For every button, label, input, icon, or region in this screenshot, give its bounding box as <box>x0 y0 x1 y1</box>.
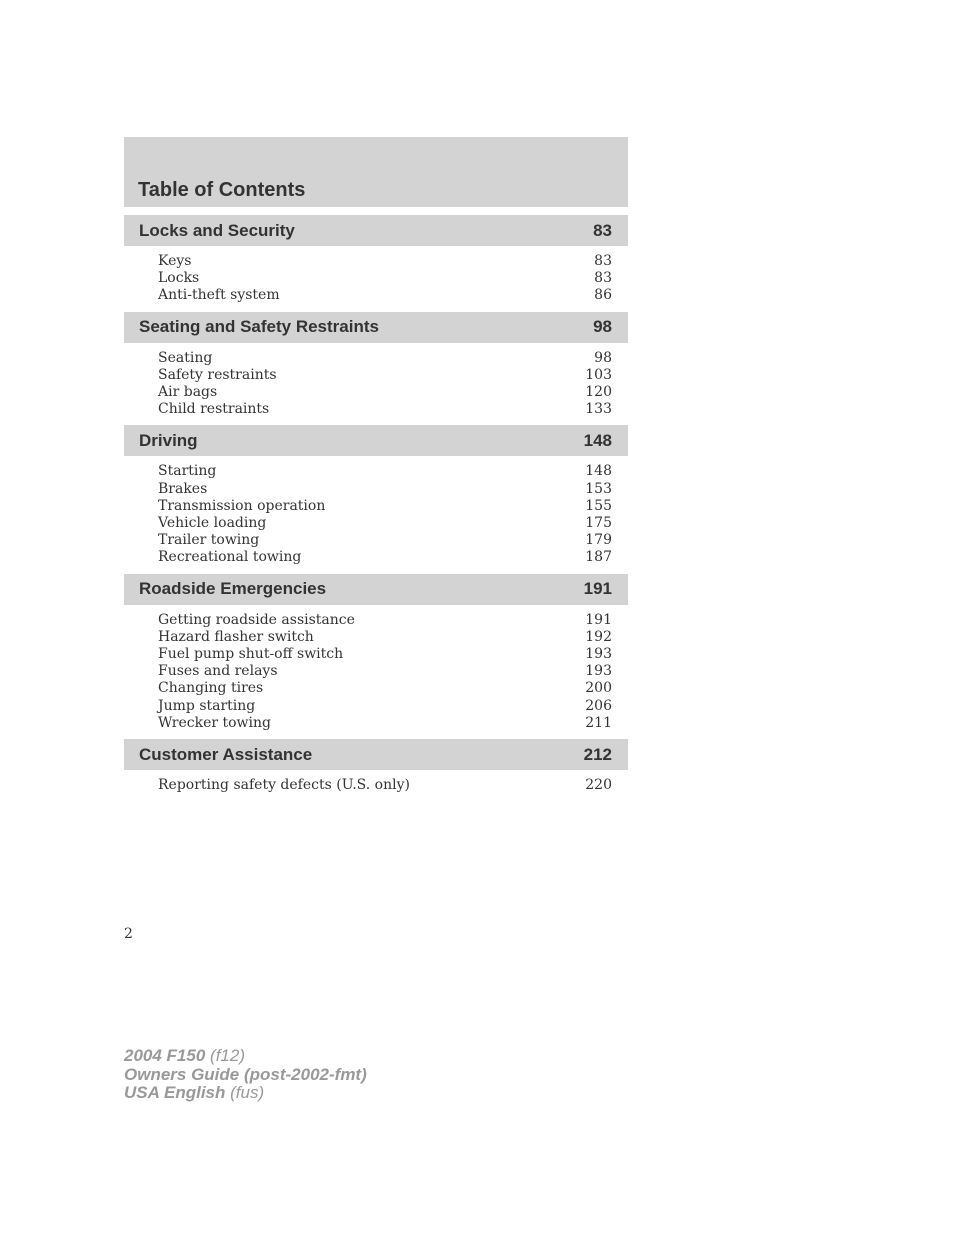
entry-label: Air bags <box>158 384 218 401</box>
toc-entry[interactable] <box>158 401 612 418</box>
entry-page: 83 <box>594 270 612 287</box>
entry-label: Transmission operation <box>158 497 326 514</box>
section-bar[interactable] <box>124 739 628 770</box>
toc-entry[interactable] <box>158 481 612 498</box>
entry-page: 175 <box>585 515 612 532</box>
section-page: 83 <box>593 220 612 240</box>
entry-page: 192 <box>585 628 612 645</box>
toc-entry[interactable] <box>158 680 612 697</box>
entry-page: 153 <box>585 480 612 497</box>
entry-page: 148 <box>585 463 612 480</box>
toc-entry[interactable] <box>158 646 612 663</box>
section-title: Driving <box>139 430 198 450</box>
toc-entry[interactable] <box>158 629 612 646</box>
entry-page: 133 <box>585 401 612 418</box>
section-title: Roadside Emergencies <box>139 579 327 599</box>
entry-label: Jump starting <box>158 697 256 714</box>
toc-section-locks-and-security <box>124 215 628 312</box>
entry-label: Child restraints <box>158 401 270 418</box>
entry-label: Fuses and relays <box>158 663 278 680</box>
footer-line-2 <box>124 1066 367 1085</box>
section-entries <box>124 343 628 426</box>
entry-label: Locks <box>158 270 200 287</box>
section-page: 98 <box>593 317 612 337</box>
toc-entry[interactable] <box>158 384 612 401</box>
entry-page: 193 <box>585 663 612 680</box>
entry-label: Hazard flasher switch <box>158 628 314 645</box>
entry-label: Recreational towing <box>158 549 302 566</box>
section-page: 191 <box>583 579 612 599</box>
entry-page: 187 <box>585 549 612 566</box>
section-page: 148 <box>583 430 612 450</box>
toc-entry[interactable] <box>158 532 612 549</box>
footer-line-1 <box>124 1047 367 1066</box>
entry-label: Seating <box>158 349 213 366</box>
toc-entry[interactable] <box>158 498 612 515</box>
section-entries <box>124 246 628 312</box>
toc-header <box>124 137 628 207</box>
footer-language: USA English <box>124 1083 226 1102</box>
toc-title: Table of Contents <box>138 179 306 201</box>
entry-label: Fuel pump shut-off switch <box>158 646 344 663</box>
section-bar[interactable] <box>124 574 628 605</box>
toc-entry[interactable] <box>158 287 612 304</box>
entry-page: 193 <box>585 646 612 663</box>
footer-model: 2004 F150 <box>124 1046 206 1065</box>
entry-label: Anti-theft system <box>158 287 280 304</box>
section-title: Customer Assistance <box>139 744 313 764</box>
toc-entry[interactable] <box>158 367 612 384</box>
footer-language-code: (fus) <box>230 1083 265 1102</box>
section-bar[interactable] <box>124 425 628 456</box>
toc-entry[interactable] <box>158 253 612 270</box>
section-bar[interactable] <box>124 312 628 343</box>
entry-page: 83 <box>594 253 612 269</box>
entry-page: 86 <box>594 287 612 304</box>
footer-line-3 <box>124 1084 367 1103</box>
section-title: Seating and Safety Restraints <box>139 317 379 337</box>
table-of-contents <box>124 137 628 801</box>
section-entries <box>124 456 628 573</box>
toc-entry[interactable] <box>158 663 612 680</box>
toc-entry[interactable] <box>158 777 612 794</box>
toc-section-seating-and-safety-restraints <box>124 312 628 426</box>
toc-entry[interactable] <box>158 350 612 367</box>
toc-entry[interactable] <box>158 715 612 732</box>
entry-page: 211 <box>585 714 612 731</box>
entry-page: 206 <box>585 697 612 714</box>
toc-entry[interactable] <box>158 270 612 287</box>
footer-model-code: (f12) <box>210 1046 245 1065</box>
entry-page: 120 <box>585 384 612 401</box>
entry-page: 103 <box>585 366 612 383</box>
entry-page: 200 <box>585 680 612 697</box>
toc-entry[interactable] <box>158 515 612 532</box>
document-footer <box>124 1047 367 1103</box>
section-page: 212 <box>583 744 612 764</box>
toc-entry[interactable] <box>158 698 612 715</box>
entry-label: Wrecker towing <box>158 714 271 731</box>
entry-label: Starting <box>158 463 217 480</box>
entry-page: 191 <box>585 611 612 628</box>
footer-guide: Owners Guide (post-2002-fmt) <box>124 1064 367 1084</box>
section-entries <box>124 770 628 801</box>
toc-entry[interactable] <box>158 612 612 629</box>
toc-entry[interactable] <box>158 549 612 566</box>
page-number: 2 <box>124 926 133 942</box>
section-entries <box>124 605 628 739</box>
entry-label: Trailer towing <box>158 532 260 549</box>
toc-section-roadside-emergencies <box>124 574 628 739</box>
entry-label: Brakes <box>158 480 208 497</box>
entry-label: Changing tires <box>158 680 264 697</box>
entry-page: 98 <box>594 349 612 366</box>
entry-label: Getting roadside assistance <box>158 611 355 628</box>
entry-page: 155 <box>585 497 612 514</box>
toc-section-driving <box>124 425 628 573</box>
entry-label: Vehicle loading <box>158 515 267 532</box>
toc-entry[interactable] <box>158 463 612 480</box>
entry-page: 220 <box>585 777 612 794</box>
entry-label: Reporting safety defects (U.S. only) <box>158 777 410 794</box>
section-bar[interactable] <box>124 215 628 246</box>
entry-label: Keys <box>158 253 192 269</box>
entry-page: 179 <box>585 532 612 549</box>
section-title: Locks and Security <box>139 220 295 240</box>
entry-label: Safety restraints <box>158 366 277 383</box>
toc-section-customer-assistance <box>124 739 628 801</box>
